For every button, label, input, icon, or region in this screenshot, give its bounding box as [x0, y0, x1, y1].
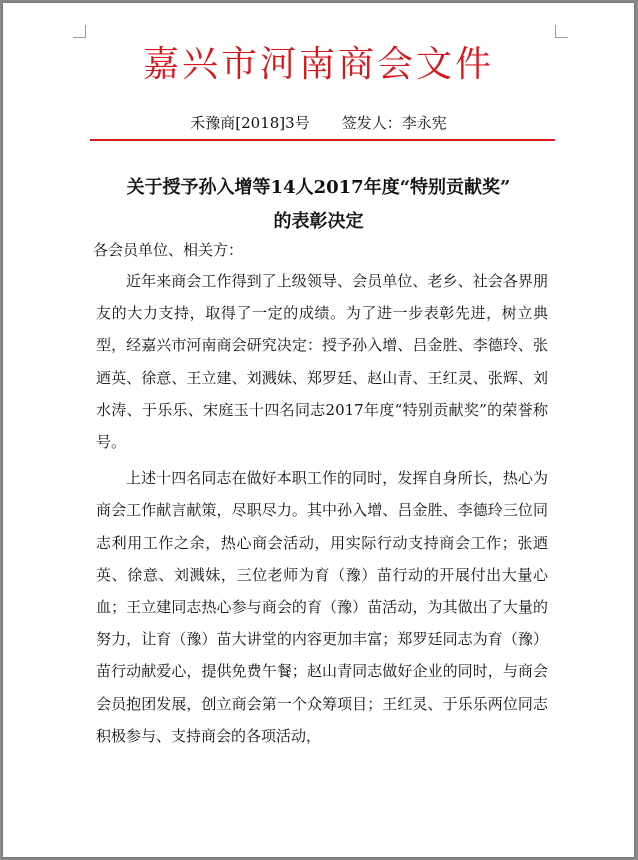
- document-body: [96, 265, 548, 752]
- paragraph-1: 近年来商会工作得到了上级领导、会员单位、老乡、社会各界朋友的大力支持，取得了一定的成绩。为了进一步表彰先进，树立典型，经嘉兴市河南商会研究决定：授予孙入增、吕金胜、李德玲、张迺英、徐意、王立建、刘溅妹、郑罗廷、赵山青、王红灵、张辉、刘水涛、于乐乐、宋庭玉十四名同志2017年度“特别贡献奖”的荣誉称号。: [96, 272, 548, 452]
- paragraph-2: 上述十四名同志在做好本职工作的同时，发挥自身所长，热心为商会工作献言献策，尽职尽力。其中孙入增、吕金胜、李德玲三位同志利用工作之余，热心商会活动，用实际行动支持商会工作；张迺英、徐意、刘溅妹，三位老师为育（豫）苗行动的开展付出大量心血；王立建同志热心参与商会的育（豫）苗活动，为其做出了大量的努力，让育（豫）苗大讲堂的内容更加丰富；郑罗廷同志为育（豫）苗行动献爱心，提供免费午餐；赵山青同志做好企业的同时，与商会会员抱团发展，创立商会第一个众筹项目；王红灵、于乐乐两位同志积极参与、支持商会的各项活动，: [96, 469, 548, 745]
- margin-corner-mark-left: [73, 25, 86, 38]
- margin-corner-mark-right: [555, 25, 568, 38]
- document-number: 禾豫商[2018]3号: [190, 114, 310, 132]
- red-divider: [90, 139, 555, 141]
- title-line-2: 的表彰决定: [273, 211, 364, 232]
- document-title: [63, 171, 574, 239]
- document-page: [3, 3, 634, 857]
- addressee: 各会员单位、相关方：: [93, 241, 244, 259]
- document-number-line: [3, 113, 634, 133]
- signer: 签发人：李永宪: [341, 114, 447, 132]
- masthead-title: 嘉兴市河南商会文件: [142, 44, 494, 85]
- title-line-1: 关于授予孙入增等14人2017年度“特别贡献奖”: [126, 177, 511, 198]
